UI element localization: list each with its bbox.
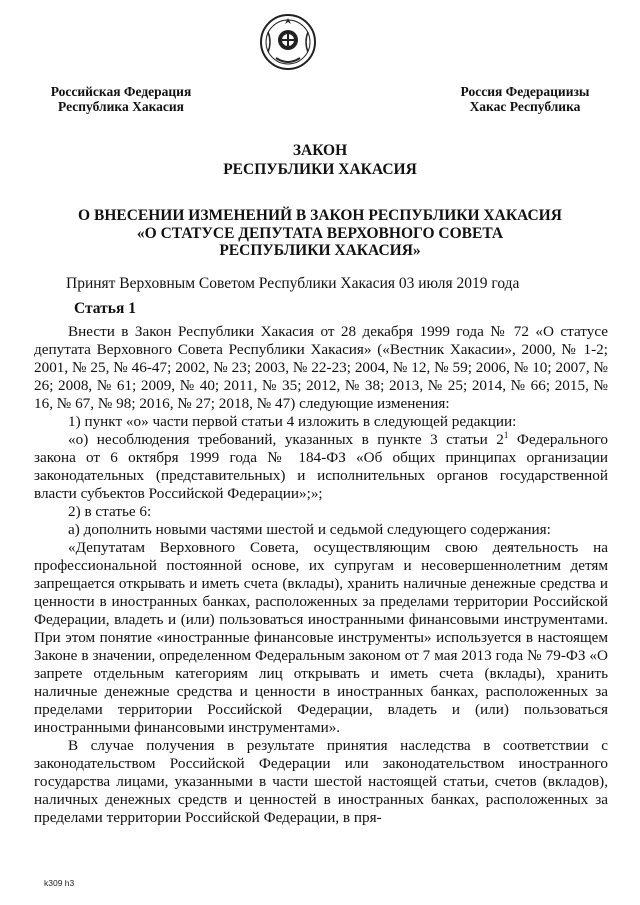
paragraph: а) дополнить новыми частями шестой и седьмой следующего содержания: (68, 521, 551, 538)
coat-of-arms-icon (258, 12, 318, 72)
country-name-kjh: Россия Федерациизы (460, 84, 590, 99)
republic-name-kjh: Хакас Республика (469, 99, 581, 114)
law-title-line: РЕСПУБЛИКИ ХАКАСИЯ (223, 161, 417, 178)
paragraph: 2) в статье 6: (68, 503, 152, 520)
amendment-title (40, 207, 600, 260)
article-heading: Статья 1 (74, 300, 136, 317)
paragraph: «Депутатам Верховного Совета, осуществляющим свою деятельность на профессиональной постоянной основе, их супругам и несовершеннолетним детям запрещается открывать и иметь счета (вклады), хранить наличные денежные средства и ценности в иностранных банках, расположенных за пределами территории Российской Федерации, владеть и (или) пользоваться иностранными финансовыми инструментами. При этом понятие «иностранные финансовые инструменты» используется в настоящем Законе в значении, определенном Федеральным законом от 7 мая 2013 года № 79-ФЗ «О запрете отдельным категориям лиц открывать и иметь счета (вклады), хранить наличные денежные средства и ценности в иностранных банках, расположенных за пределами территории Российской Федерации, владеть и (или) пользоваться иностранными финансовыми инструментами». (34, 539, 608, 736)
paragraph: В случае получения в результате принятия наследства в соответствии с законодательством Российской Федерации или законодательством иностранного государства лицами, указанными в части шестой настоящей статьи, счетов (вкладов), наличных денежных средств и ценностей в иностранных банках, расположенных за пределами территории Российской Федерации, в пря- (34, 737, 608, 826)
footer-code: k309 h3 (44, 878, 75, 888)
header-left (36, 84, 206, 114)
republic-name-ru: Республика Хакасия (58, 99, 184, 114)
law-title-line: ЗАКОН (292, 142, 348, 159)
paragraph-text: «о) несоблюдения требований, указанных в пункте 3 статьи 2 (68, 431, 504, 448)
paragraph: Внести в Закон Республики Хакасия от 28 декабря 1999 года № 72 «О статусе депутата Верховного Совета Республики Хакасия» («Вестник Хакасии», 2000, № 1-2; 2001, № 25, № 46-47; 2002, № 23; 2003, № 22-23; 2004, № 12, № 59; 2006, № 10; 2007, № 26; 2008, № 61; 2009, № 40; 2011, № 35; 2012, № 38; 2013, № 25; 2014, № 66; 2015, № 16, № 67, № 98; 2016, № 27; 2018, № 47) следующие изменения: (34, 323, 608, 412)
header-right (440, 84, 610, 114)
law-title (0, 141, 640, 179)
amendment-title-line: РЕСПУБЛИКИ ХАКАСИЯ» (219, 242, 421, 259)
adoption-date-line: Принят Верховным Советом Республики Хакасия 03 июля 2019 года (66, 275, 520, 292)
paragraph: 1) пункт «о» части первой статьи 4 изложить в следующей редакции: (68, 413, 517, 430)
paragraph-text: Федерального закона от 6 октября 1999 года № 184-ФЗ «Об общих принципах организации законодательных (представительных) и исполнительных органов государственной власти субъектов Российской Федерации»;»; (34, 431, 608, 502)
superscript: 1 (503, 429, 509, 440)
amendment-title-line: О ВНЕСЕНИИ ИЗМЕНЕНИЙ В ЗАКОН РЕСПУБЛИКИ ХАКАСИЯ (78, 207, 562, 224)
amendment-title-line: «О СТАТУСЕ ДЕПУТАТА ВЕРХОВНОГО СОВЕТА (136, 224, 504, 242)
article-body (34, 323, 608, 827)
paragraph (34, 431, 608, 503)
country-name-ru: Российская Федерация (50, 84, 192, 99)
